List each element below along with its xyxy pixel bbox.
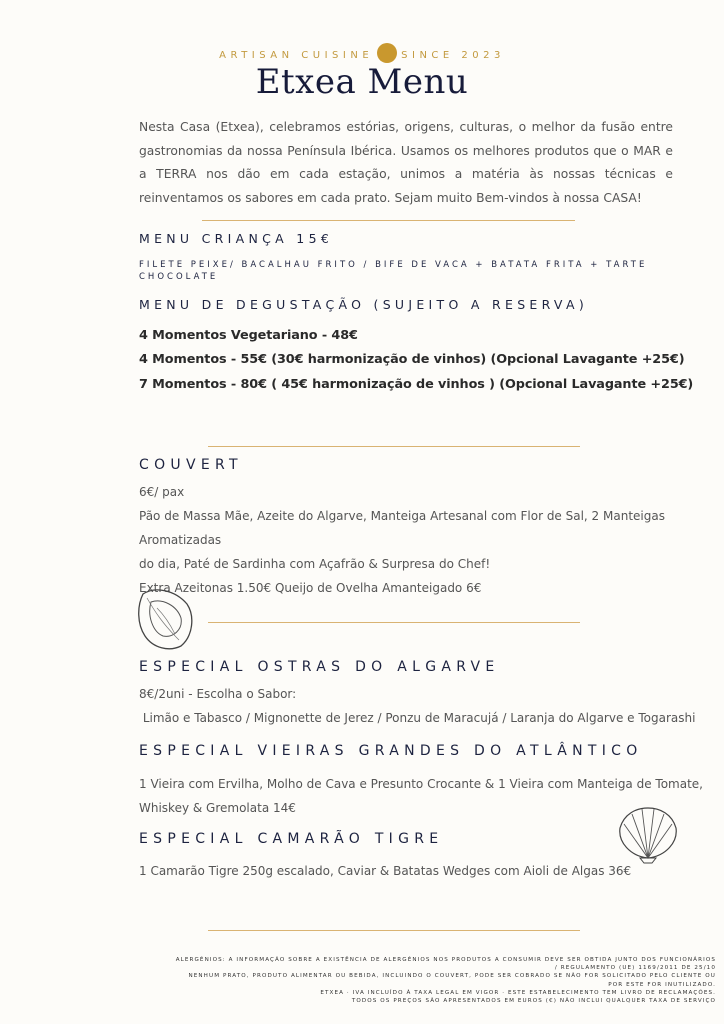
divider xyxy=(208,930,580,931)
footer-line: POR ESTE FOR INUTILIZADO. xyxy=(608,981,716,988)
footer-line: / REGULAMENTO (UE) 1169/2011 DE 25/10 xyxy=(554,965,716,972)
section-title-couvert: COUVERT xyxy=(139,457,243,473)
ostras-flavours: Limão e Tabasco / Mignonette de Jerez / Ponzu de Maracujá / Laranja do Algarve e Togarashi xyxy=(139,711,696,725)
footer-line: ALERGÉNIOS: A INFORMAÇÃO SOBRE A EXISTÊNCIA DE ALERGÉNIOS NOS PRODUTOS A CONSUMIR DEVE SER OBTIDA JUNTO DOS FUNCIONÁRIOS xyxy=(175,957,716,963)
intro-text: Nesta Casa (Etxea), celebramos estórias, origens, culturas, o melhor da fusão entre gastronomias da nossa Península Ibérica. Usamos os melhores produtos que o MAR e a TERRA nos dão em cada estação, unimos a matéria às nossas técnicas e reinventamos os sabores em cada prato. Sejam muito Bem-vindos à nossa CASA! xyxy=(139,120,673,205)
page-title: Etxea Menu xyxy=(255,62,469,102)
ostras-price: 8€/2uni - Escolha o Sabor: xyxy=(139,687,297,701)
camarao-desc: 1 Camarão Tigre 250g escalado, Caviar & Batatas Wedges com Aioli de Algas 36€ xyxy=(139,864,632,878)
menu-item: 4 Momentos Vegetariano - 48€ xyxy=(139,328,358,343)
section-title-ostras: ESPECIAL OSTRAS DO ALGARVE xyxy=(139,659,500,675)
couvert-extras: Extra Azeitonas 1.50€ Queijo de Ovelha Amanteigado 6€ xyxy=(139,581,482,595)
scallop-shell-icon xyxy=(616,804,680,864)
section-title-crianca: MENU CRIANÇA 15€ xyxy=(139,231,334,246)
vieiras-line: 1 Vieira com Ervilha, Molho de Cava e Presunto Crocante & 1 Vieira com Manteiga de Tomate, xyxy=(139,777,703,791)
menu-item: 4 Momentos - 55€ (30€ harmonização de vinhos) (Opcional Lavagante +25€) xyxy=(139,352,685,367)
oyster-icon xyxy=(135,586,197,652)
footer-line: NENHUM PRATO, PRODUTO ALIMENTAR OU BEBIDA, INCLUINDO O COUVERT, PODE SER COBRADO SE NÃO FOR SOLICITADO PELO CLIENTE OU xyxy=(188,973,716,980)
couvert-price: 6€/ pax xyxy=(139,485,185,499)
section-title-vieiras: ESPECIAL VIEIRAS GRANDES DO ATLÂNTICO xyxy=(139,743,643,759)
couvert-desc xyxy=(139,480,719,600)
tagline-right: SINCE 2023 xyxy=(401,50,505,61)
ostras-desc xyxy=(139,682,719,730)
couvert-line: do dia, Paté de Sardinha com Açafrão & Surpresa do Chef! xyxy=(139,557,491,571)
tagline-left: ARTISAN CUISINE xyxy=(219,50,374,61)
seal-icon xyxy=(377,43,397,63)
section-title-degustacao: MENU DE DEGUSTAÇÃO (SUJEITO A RESERVA) xyxy=(139,297,589,312)
footer-line: ETXEA · IVA INCLUÍDO À TAXA LEGAL EM VIGOR · ESTE ESTABELECIMENTO TEM LIVRO DE RECLAMAÇÕES. xyxy=(320,989,716,996)
crianca-desc: FILETE PEIXE/ BACALHAU FRITO / BIFE DE VACA + BATATA FRITA + TARTE CHOCOLATE xyxy=(139,260,648,282)
divider xyxy=(202,220,575,221)
footer-line: TODOS OS PREÇOS SÃO APRESENTADOS EM EUROS (€) NÃO INCLUI QUALQUER TAXA DE SERVIÇO xyxy=(351,998,716,1005)
footer-legal xyxy=(136,956,716,1005)
menu-item: 7 Momentos - 80€ ( 45€ harmonização de vinhos ) (Opcional Lavagante +25€) xyxy=(139,377,694,392)
section-title-camarao: ESPECIAL CAMARÃO TIGRE xyxy=(139,831,444,847)
divider xyxy=(208,446,580,447)
couvert-line: Pão de Massa Mãe, Azeite do Algarve, Manteiga Artesanal com Flor de Sal, 2 Manteigas Aromatizadas xyxy=(139,509,665,547)
vieiras-line: Whiskey & Gremolata 14€ xyxy=(139,801,296,815)
divider xyxy=(208,622,580,623)
